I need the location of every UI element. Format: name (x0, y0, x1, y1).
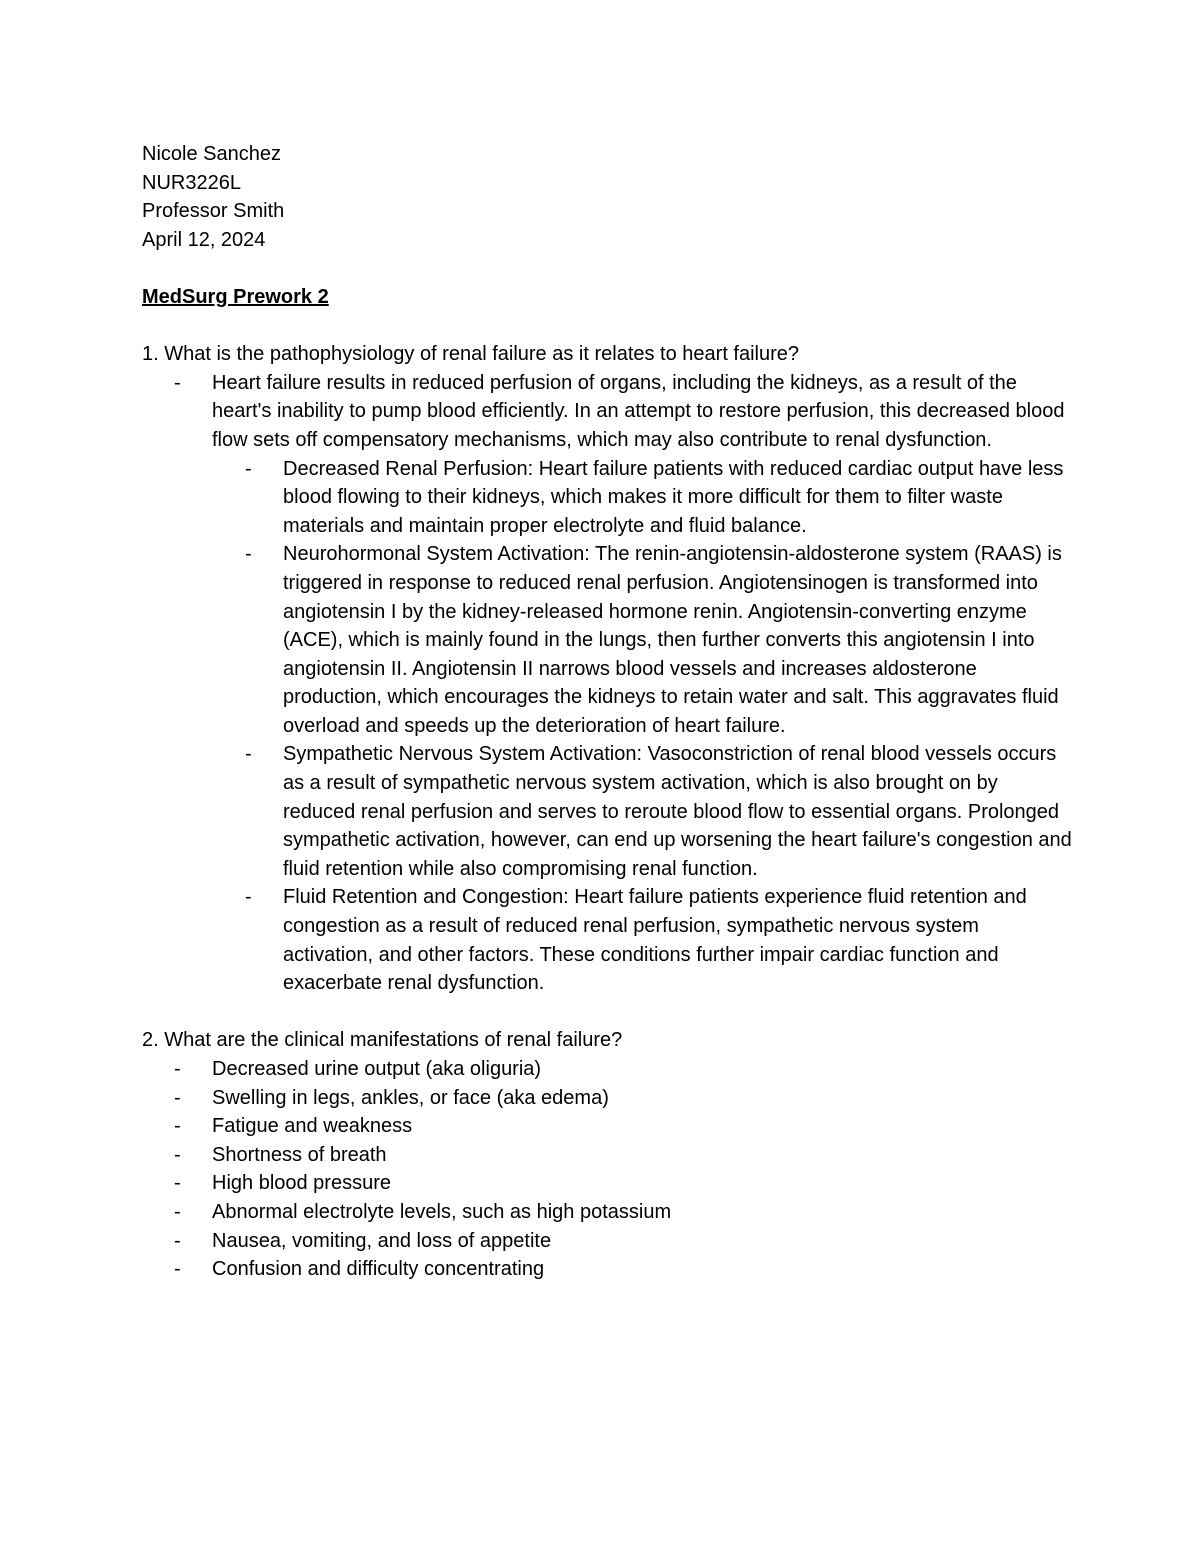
sub-point-text: Decreased Renal Perfusion: Heart failure patients with reduced cardiac output have less blood flowing to their kidneys, which makes it more difficult for them to filter waste materials and maintain proper electrolyte and fluid balance. (283, 457, 1064, 537)
list-item (212, 455, 1072, 541)
spacer (142, 312, 1072, 341)
list-item (142, 1169, 1072, 1198)
list-item (212, 883, 1072, 997)
list-item (142, 1255, 1072, 1284)
manifestation-text: Decreased urine output (aka oliguria) (212, 1058, 542, 1080)
document-date: April 12, 2024 (142, 228, 266, 251)
spacer (142, 254, 1072, 283)
dash-bullet: - (174, 1229, 181, 1252)
question-2: 2. What are the clinical manifestations of renal failure? (142, 1029, 623, 1052)
manifestation-text: Nausea, vomiting, and loss of appetite (212, 1229, 552, 1252)
dash-bullet: - (245, 543, 252, 566)
sub-point-text: Sympathetic Nervous System Activation: Vasoconstriction of renal blood vessels occurs as a result of sympathetic nervous system activation, which is also brought on by reduced renal perfusion and serves to reroute blood flow to essential organs. Prolonged sympathetic activation, however, can end up worsening the heart failure's congestion and fluid retention while also compromising renal function. (283, 743, 1072, 880)
list-item (142, 1055, 1072, 1084)
list-item (142, 1112, 1072, 1141)
dash-bullet: - (174, 371, 181, 394)
dash-bullet: - (174, 1058, 181, 1080)
manifestation-text: Shortness of breath (212, 1143, 387, 1166)
question-2-answer-list (142, 1055, 1072, 1284)
manifestation-text: Abnormal electrolyte levels, such as high potassium (212, 1200, 672, 1223)
manifestation-text: High blood pressure (212, 1172, 391, 1195)
dash-bullet: - (174, 1258, 181, 1281)
document-page (142, 140, 1072, 1284)
dash-bullet: - (174, 1115, 181, 1138)
course-code: NUR3226L (142, 171, 241, 194)
question-1-answer-list (142, 369, 1072, 998)
spacer (142, 998, 1072, 1027)
dash-bullet: - (245, 743, 252, 766)
list-item (142, 1198, 1072, 1227)
list-item (142, 1084, 1072, 1113)
list-item (212, 740, 1072, 883)
manifestation-text: Fatigue and weakness (212, 1115, 413, 1138)
dash-bullet: - (245, 886, 252, 909)
question-1: 1. What is the pathophysiology of renal failure as it relates to heart failure? (142, 343, 800, 366)
list-item (142, 1227, 1072, 1256)
professor-name: Professor Smith (142, 200, 285, 223)
question-1-sub-list (212, 455, 1072, 998)
dash-bullet: - (174, 1086, 181, 1109)
dash-bullet: - (174, 1172, 181, 1195)
question-1-answer: Heart failure results in reduced perfusion of organs, including the kidneys, as a result of the heart's inability to pump blood efficiently. In an attempt to restore perfusion, this decreased blood flow sets off compensatory mechanisms, which may also contribute to renal dysfunction. (212, 371, 1065, 451)
list-item (212, 540, 1072, 740)
sub-point-text: Neurohormonal System Activation: The renin-angiotensin-aldosterone system (RAAS) is triggered in response to reduced renal perfusion. Angiotensinogen is transformed into angiotensin I by the kidney-released hormone renin. Angiotensin-converting enzyme (ACE), which is mainly found in the lungs, then further converts this angiotensin I into angiotensin II. Angiotensin II narrows blood vessels and increases aldosterone production, which encourages the kidneys to retain water and salt. This aggravates fluid overload and speeds up the deterioration of heart failure. (283, 543, 1062, 737)
list-item (142, 1141, 1072, 1170)
sub-point-text: Fluid Retention and Congestion: Heart failure patients experience fluid retention and congestion as a result of reduced renal perfusion, sympathetic nervous system activation, and other factors. These conditions further impair cardiac function and exacerbate renal dysfunction. (283, 886, 1027, 995)
manifestation-text: Confusion and difficulty concentrating (212, 1258, 545, 1281)
manifestation-text: Swelling in legs, ankles, or face (aka edema) (212, 1086, 609, 1109)
dash-bullet: - (174, 1143, 181, 1166)
student-name: Nicole Sanchez (142, 143, 281, 165)
document-title: MedSurg Prework 2 (142, 285, 329, 308)
list-item (142, 369, 1072, 998)
dash-bullet: - (174, 1200, 181, 1223)
dash-bullet: - (245, 457, 252, 480)
